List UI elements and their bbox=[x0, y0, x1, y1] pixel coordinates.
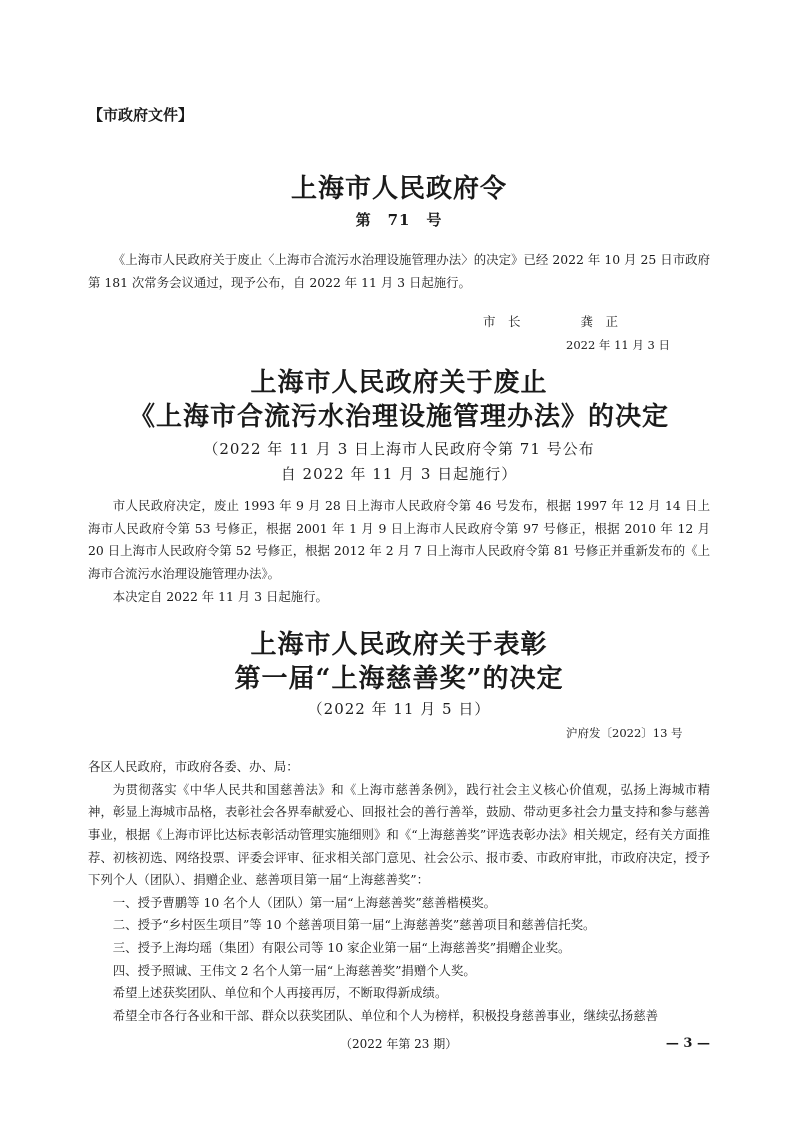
decision1-title-line1: 上海市人民政府关于废止 bbox=[250, 368, 548, 399]
decision2-subtitle: （2022 年 11 月 5 日） bbox=[307, 700, 491, 719]
order-title: 上海市人民政府令 bbox=[290, 174, 507, 204]
decision2-paragraph: 希望全市各行各业和干部、群众以获奖团队、单位和个人为榜样，积极投身慈善事业，继续弘扬慈善 bbox=[112, 1007, 658, 1023]
award-item: 二、授予“乡村医生项目”等 10 个慈善项目第一届“上海慈善奖”慈善项目和慈善信托奖。 bbox=[112, 917, 596, 933]
issue-number: （2022 年第 23 期） bbox=[340, 1037, 458, 1052]
decision1-subtitle-line1: （2022 年 11 月 3 日上海市人民政府令第 71 号公布 bbox=[203, 440, 595, 459]
order-number: 第 71 号 bbox=[355, 211, 443, 229]
page-number: — 3 — bbox=[665, 1036, 710, 1052]
decision2-paragraph: 希望上述获奖团队、单位和个人再接再厉，不断取得新成绩。 bbox=[112, 985, 448, 1001]
signer-name: 龚 正 bbox=[580, 314, 619, 330]
decision1-subtitle-line2: 自 2022 年 11 月 3 日起施行） bbox=[280, 465, 518, 484]
decision1-paragraph: 市人民政府决定，废止 1993 年 9 月 28 日上海市人民政府令第 46 号发布，根据 1997 年 12 月 14 日上海市人民政府令第 53 号修正，根据 2001 年 1 月 9 日上海市人民政府令第 97 号修正，根据 2010 年 12 月 20 日上海市人民政府令第 52 号修正，根据 2012 年 2 月 7 日上海市人民政府令第 81 号修正并重新发布的《上海市合流污水治理设施管理办法》。 bbox=[88, 498, 710, 581]
signer-title: 市 长 bbox=[483, 314, 521, 330]
order-body: 《上海市人民政府关于废止〈上海市合流污水治理设施管理办法〉的决定》已经 2022 年 10 月 25 日市政府第 181 次常务会议通过，现予公布，自 2022 年 11 月 3 日起施行。 bbox=[88, 252, 710, 290]
addressee: 各区人民政府，市政府各委、办、局： bbox=[88, 759, 299, 775]
decision2-title-line2: 第一届“上海慈善奖”的决定 bbox=[234, 664, 564, 695]
signature-row bbox=[88, 310, 710, 334]
section-tag: 【市政府文件】 bbox=[88, 106, 194, 124]
decision2-body bbox=[88, 756, 710, 1027]
award-item: 四、授予照诚、王伟文 2 名个人第一届“上海慈善奖”捐赠个人奖。 bbox=[112, 962, 476, 978]
decision2-title-line1: 上海市人民政府关于表彰 bbox=[250, 630, 548, 661]
page-footer bbox=[88, 1033, 710, 1055]
decision1-paragraph: 本决定自 2022 年 11 月 3 日起施行。 bbox=[112, 588, 328, 604]
decision2-paragraph: 为贯彻落实《中华人民共和国慈善法》和《上海市慈善条例》，践行社会主义核心价值观，弘扬上海城市精神，彰显上海城市品格，表彰社会各界奉献爱心、回报社会的善行善举，鼓励、带动更多社会力量支持和参与慈善事业，根据《上海市评比达标表彰活动管理实施细则》和《“上海慈善奖”评选表彰办法》相关规定，经有关方面推荐、初核初选、网络投票、评委会评审、征求相关部门意见、社会公示、报市委、市政府审批，市政府决定，授予下列个人（团队）、捐赠企业、慈善项目第一届“上海慈善奖”： bbox=[88, 781, 710, 888]
award-item: 三、授予上海均瑶（集团）有限公司等 10 家企业第一届“上海慈善奖”捐赠企业奖。 bbox=[112, 939, 571, 955]
doc-number: 沪府发〔2022〕13 号 bbox=[566, 726, 683, 741]
decision1-title-line2: 《上海市合流污水治理设施管理办法》的决定 bbox=[128, 402, 669, 433]
award-item: 一、授予曹鹏等 10 名个人（团队）第一届“上海慈善奖”慈善楷模奖。 bbox=[112, 894, 497, 910]
order-date: 2022 年 11 月 3 日 bbox=[566, 338, 670, 353]
decision1-body bbox=[88, 495, 710, 608]
